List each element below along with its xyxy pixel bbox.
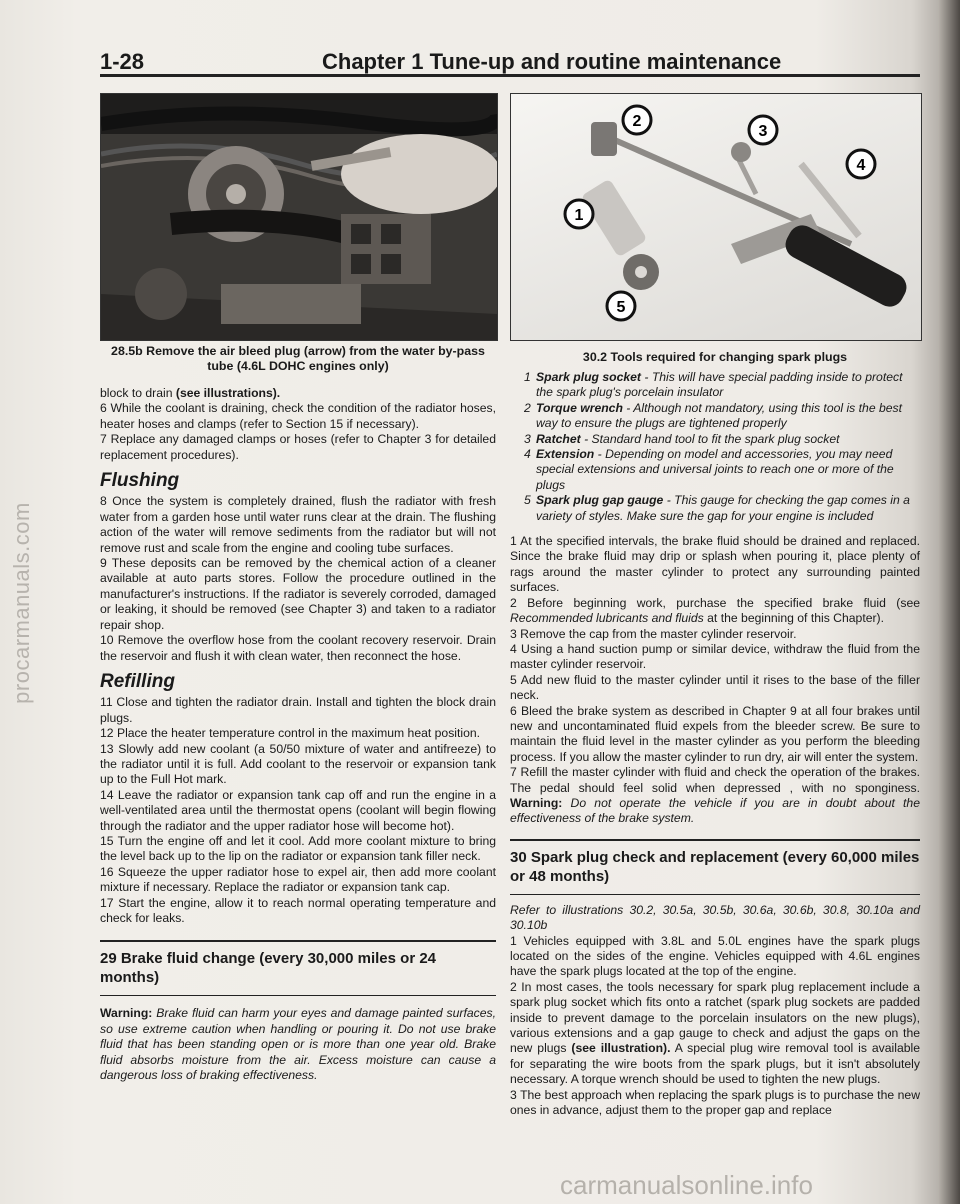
brake-paragraph-6: 6 Bleed the brake system as described in Chapter 9 at all four brakes until new and uncontaminated fluid expels from the bleeder screw. Be sure to maintain the fluid level in the master cylinder as you perform the bleeding process. If you allow the master cylinder to run dry, air will enter the system. — [510, 703, 920, 764]
text-run: A special plug wire removal tool is available for separating the wire boots from the spark plugs, but it isn't absolutely necessary. A torque wrench should be used to tighten the new plugs. — [510, 1041, 920, 1087]
callout-5 — [607, 292, 635, 320]
spark-plug-tools-photo — [510, 93, 922, 341]
brake-paragraph-5: 5 Add new fluid to the master cylinder until it rises to the base of the filler neck. — [510, 672, 920, 703]
paragraph-14: 14 Leave the radiator or expansion tank cap off and run the engine in a well-ventilated area until the thermostat opens (coolant will begin flowing through the radiator and the upper radiator hose will become hot). — [100, 787, 496, 833]
watermark-bottom: carmanualsonline.info — [560, 1170, 813, 1200]
header-rule — [100, 74, 920, 77]
illustration-ref: (see illustrations). — [175, 386, 281, 400]
paragraph-15: 15 Turn the engine off and let it cool. Add more coolant mixture to bring the level back up to the lip on the radiator or expansion tank filler neck. — [100, 833, 496, 864]
tool-number: 1 — [524, 370, 531, 384]
illustration-ref: (see illustration). — [571, 1041, 671, 1056]
warning-label: Warning: — [510, 795, 563, 810]
brake-paragraph-4: 4 Using a hand suction pump or similar device, withdraw the fluid from the master cylinder reservoir. — [510, 641, 920, 672]
paragraph-block-drain — [100, 386, 496, 401]
callout-4 — [847, 150, 875, 178]
spark-paragraph-1: 1 Vehicles equipped with 3.8L and 5.0L engines have the spark plugs located on the sides of the engine. Vehicles equipped with 4.6L engines have the spark plugs located at the top of the engine. — [510, 933, 920, 979]
left-figure-caption: 28.5b Remove the air bleed plug (arrow) from the water by-pass tube (4.6L DOHC engines only) — [111, 344, 485, 373]
warning-paragraph — [100, 1006, 496, 1083]
text-run: block to drain — [100, 386, 173, 400]
engine-bay-illustration — [101, 94, 497, 340]
tool-number: 3 — [524, 431, 531, 446]
tool-item — [510, 401, 920, 432]
svg-text:4: 4 — [856, 157, 866, 174]
paragraph-6: 6 While the coolant is draining, check the condition of the radiator hoses, heater hoses and clamps (refer to Section 15 if necessary). — [100, 401, 496, 431]
engine-bay-photo — [100, 93, 498, 341]
warning-text: Brake fluid can harm your eyes and damage painted surfaces, so use extreme caution when handling or pouring it. Do not use brake fluid that has been standing open or is more than one year old. Brake fluid absorbs moisture from the air. Excess moisture can cause a dangerous loss of braking effectiveness. — [100, 1006, 496, 1083]
paragraph-8: 8 Once the system is completely drained, flush the radiator with fresh water from a garden hose until water runs clear at the drain. The flushing action of the water will remove sediments from the radiator but will not remove rust and scale from the engine and cooling tube surfaces. — [100, 494, 496, 555]
paragraph-10: 10 Remove the overflow hose from the coolant recovery reservoir. Drain the reservoir and flush it with clean water, then reconnect the hose. — [100, 633, 496, 663]
callout-2 — [623, 106, 651, 134]
tool-name: Spark plug socket — [536, 370, 641, 384]
paragraph-16: 16 Squeeze the upper radiator hose to expel air, then add more coolant mixture if necessary. Replace the radiator or expansion tank cap. — [100, 864, 496, 895]
flushing-heading: Flushing — [100, 470, 180, 492]
text-run: at the beginning of this Chapter). — [707, 611, 884, 626]
paragraph-7: 7 Replace any damaged clamps or hoses (refer to Chapter 3 for detailed replacement procedures). — [100, 432, 496, 462]
paragraph-12: 12 Place the heater temperature control in the maximum heat position. — [100, 726, 481, 741]
tool-desc: - This gauge for checking the gap comes in a variety of styles. Make sure the gap for your engine is included — [536, 493, 910, 523]
tools-list — [510, 370, 920, 524]
tool-name: Extension — [536, 447, 595, 462]
left-column — [100, 386, 496, 1083]
right-column — [510, 370, 920, 1118]
tool-name: Ratchet — [536, 431, 581, 446]
tool-item — [510, 432, 920, 447]
text-run: 2 Before beginning work, purchase the specified brake fluid (see — [510, 595, 920, 610]
brake-paragraph-7 — [510, 765, 920, 827]
tool-item — [510, 370, 920, 401]
tool-item — [510, 493, 920, 524]
page-header — [100, 45, 920, 85]
lubricants-ref: Recommended lubricants and fluids — [510, 611, 704, 626]
brake-paragraph-1: 1 At the specified intervals, the brake fluid should be drained and replaced. Since the brake fluid may drip or splash when pouring it, place plenty of rags around the master cylinder to protect any surrounding painted surfaces. — [510, 534, 920, 595]
spark-paragraph-3: 3 The best approach when replacing the spark plugs is to purchase the new ones in advance, adjust them to the proper gap and replace — [510, 1087, 920, 1118]
watermark-left — [2, 480, 42, 740]
tool-desc: - Although not mandatory, using this tool is the best way to ensure the plugs are tightened properly — [536, 400, 903, 431]
warning-label: Warning: — [100, 1006, 153, 1021]
callout-3 — [749, 116, 777, 144]
watermark-left-text: procarmanuals.com — [9, 502, 34, 704]
warning-text: Do not operate the vehicle if you are in doubt about the effectiveness of the brake system. — [510, 795, 920, 826]
text-run: 7 Refill the master cylinder with fluid and check the operation of the brakes. The pedal should feel solid when depressed , with no sponginess. — [510, 765, 920, 795]
paragraph-9: 9 These deposits can be removed by the chemical action of a cleaner available at auto parts stores. Follow the procedure outlined in the manufacturer's instructions. If the radiator is severely corroded, damaged or leaking, it should be removed (see Chapter 3) and taken to a radiator repair shop. — [100, 556, 496, 632]
paragraph-17: 17 Start the engine, allow it to reach normal operating temperature and check for leaks. — [100, 895, 496, 925]
section-30-title: 30 Spark plug check and replacement (every 60,000 miles or 48 months) — [510, 848, 920, 885]
svg-text:3: 3 — [758, 123, 768, 140]
tool-number: 5 — [524, 493, 531, 508]
tools-illustration — [511, 94, 921, 340]
tool-number: 2 — [524, 400, 531, 415]
svg-text:5: 5 — [616, 299, 626, 316]
tool-name: Torque wrench — [536, 400, 623, 415]
right-figure-caption: 30.2 Tools required for changing spark plugs — [582, 350, 848, 364]
svg-text:1: 1 — [574, 207, 584, 224]
spark-paragraph-2 — [510, 980, 920, 1088]
tool-desc: - Standard hand tool to fit the spark plug socket — [580, 431, 840, 446]
chapter-title: Chapter 1 Tune-up and routine maintenance — [322, 49, 782, 74]
tool-number: 4 — [524, 447, 531, 462]
brake-paragraph-2 — [510, 596, 920, 627]
paragraph-11: 11 Close and tighten the radiator drain. Install and tighten the block drain plugs. — [100, 695, 496, 725]
callout-1 — [565, 200, 593, 228]
illustrations-reference: Refer to illustrations 30.2, 30.5a, 30.5b, 30.6a, 30.6b, 30.8, 30.10a and 30.10b — [510, 902, 920, 933]
brake-paragraph-3: 3 Remove the cap from the master cylinder reservoir. — [510, 626, 797, 641]
refilling-heading: Refilling — [100, 670, 175, 692]
paragraph-13: 13 Slowly add new coolant (a 50/50 mixture of water and antifreeze) to the radiator until it is full. Add coolant to the reservoir or expansion tank up to the Full Hot mark. — [100, 741, 496, 787]
tool-item — [510, 447, 920, 493]
tool-desc: - Depending on model and accessories, you may need special extensions and universal joints to reach one or more of the plugs — [536, 447, 894, 492]
tool-name: Spark plug gap gauge — [536, 493, 664, 508]
section-29-title: 29 Brake fluid change (every 30,000 miles or 24 months) — [100, 950, 437, 987]
page-spine-shadow — [938, 0, 960, 1204]
page-number: 1-28 — [100, 49, 145, 74]
text-run: 2 In most cases, the tools necessary for spark plug replacement include a spark plug socket which fits onto a ratchet (spark plug sockets are padded inside to prevent damage to the porcelain insulators on the new plugs), various extensions and a gap gauge to check and adjust the gaps on the new plugs — [510, 979, 920, 1056]
tool-desc: - This will have special padding inside to protect the spark plug's porcelain insulator — [536, 370, 903, 400]
svg-text:2: 2 — [632, 113, 642, 130]
